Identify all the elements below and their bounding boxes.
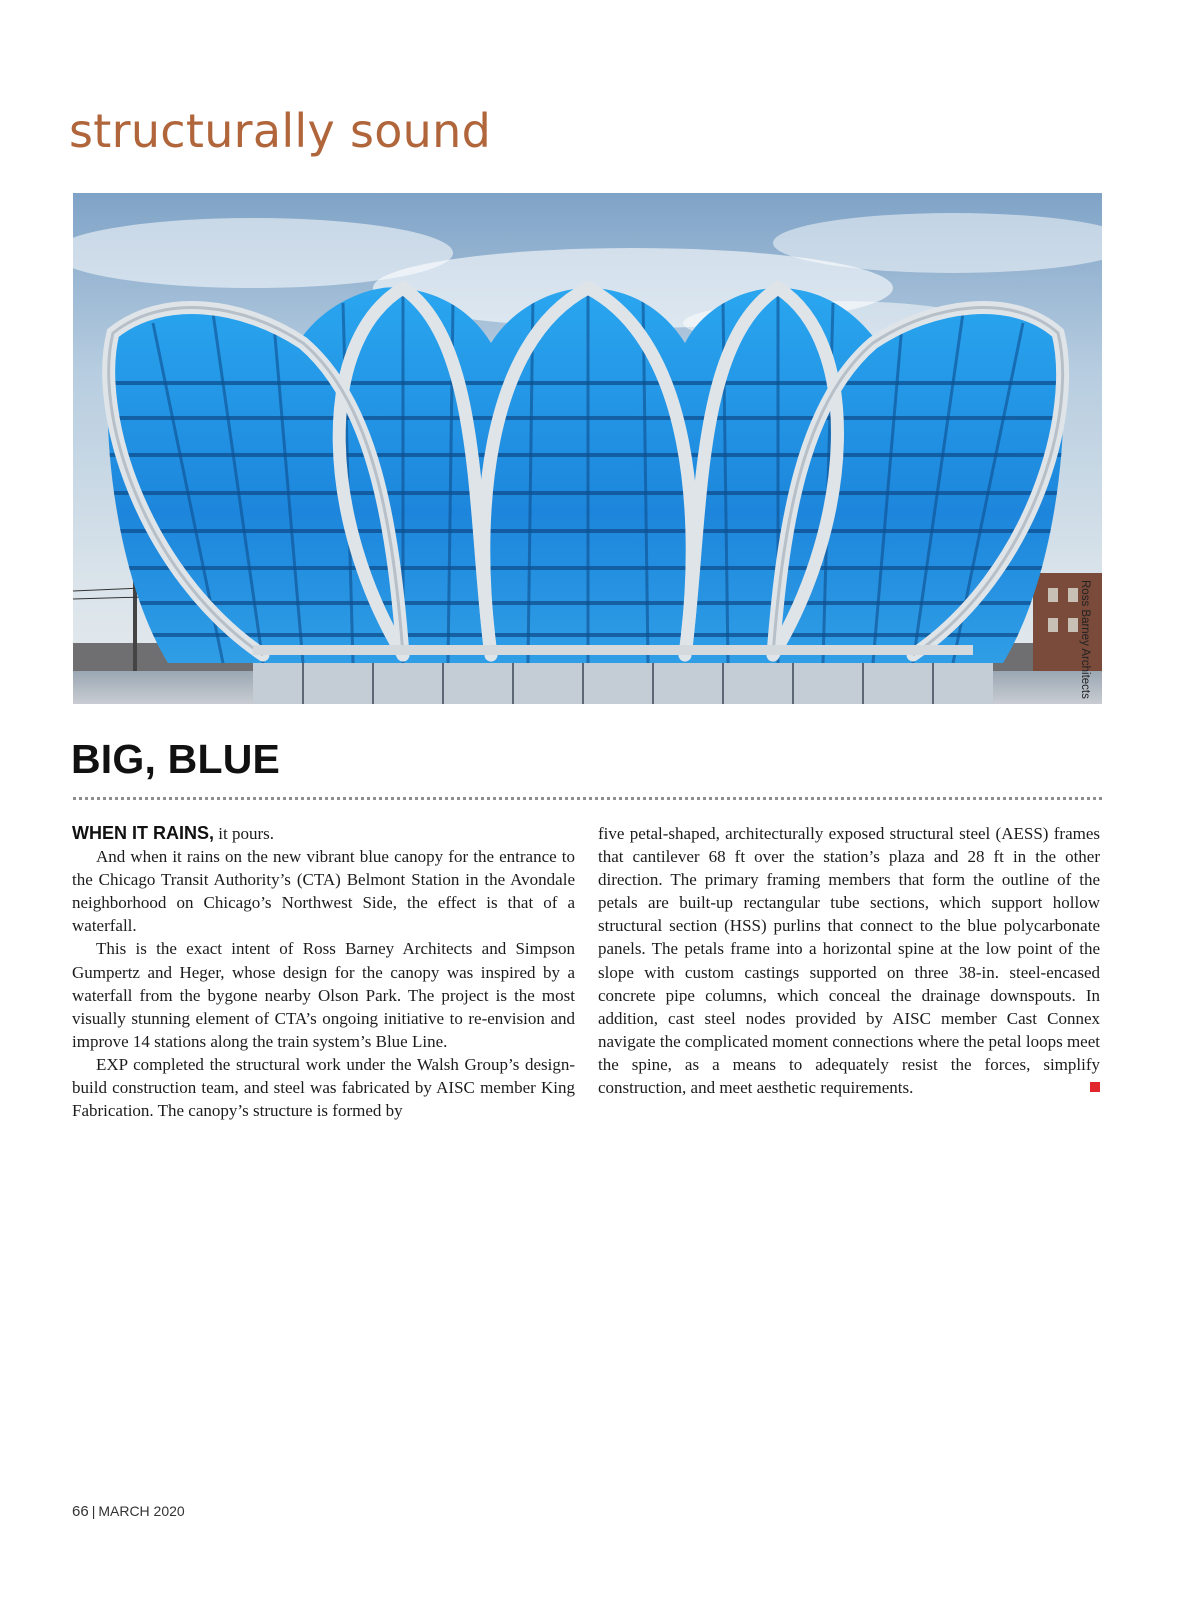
body-paragraph-4-text: five petal-shaped, architecturally exposed structural steel (AESS) frames that cantilever 68 ft over the station’s plaza and 28 ft in the other direction. The primary framing members that form the outline of the petals are built-up rectangular tube sections, which support hollow structural section (HSS) purlins that connect to the blue polycarbonate panels. The petals frame into a horizontal spine at the low point of the slope with custom castings supported on three 38-in. steel-encased concrete pipe columns, which conceal the drainage downspouts. In addition, cast steel nodes provided by AISC member Cast Connex navigate the complicated moment connections where the petal loops meet the spine, as a means to adequately resist the forces, simplify construction, and meet aesthetic requirements.: [598, 824, 1100, 1098]
canopy-photo: [73, 193, 1102, 704]
column-left: [72, 822, 575, 1122]
body-paragraph-3: EXP completed the structural work under the Walsh Group’s design-build construction team, and steel was fabricated by AISC member King Fabrication. The canopy’s structure is formed by: [72, 1054, 575, 1121]
column-right: [598, 822, 1100, 1099]
issue-date: MARCH 2020: [98, 1503, 185, 1519]
body-paragraph-4: [598, 822, 1100, 1099]
body-paragraph-2: This is the exact intent of Ross Barney Architects and Simpson Gumpertz and Heger, whose design for the canopy was inspired by a waterfall from the bygone nearby Olson Park. The project is the most visually stunning element of CTA’s ongoing initiative to re-envision and improve 14 stations along the train system’s Blue Line.: [72, 939, 575, 1051]
article-headline: BIG, BLUE: [71, 736, 281, 782]
page-number: 66: [72, 1503, 89, 1520]
footer-separator: |: [91, 1503, 96, 1519]
lead-rest: it pours.: [214, 824, 274, 843]
lead-in: WHEN IT RAINS,: [72, 823, 214, 843]
lead-paragraph: [72, 822, 575, 845]
body-paragraph-1: And when it rains on the new vibrant blue canopy for the entrance to the Chicago Transit Authority’s (CTA) Belmont Station in the Avondale neighborhood on Chicago’s Northwest Side, the effect is that of a waterfall.: [72, 847, 575, 936]
page-footer: [72, 1503, 185, 1520]
section-title: structurally sound: [69, 104, 492, 158]
end-of-story-mark: [1090, 1082, 1100, 1092]
dotted-divider: [73, 797, 1102, 800]
photo-credit: Ross Barney Architects: [1079, 580, 1091, 699]
